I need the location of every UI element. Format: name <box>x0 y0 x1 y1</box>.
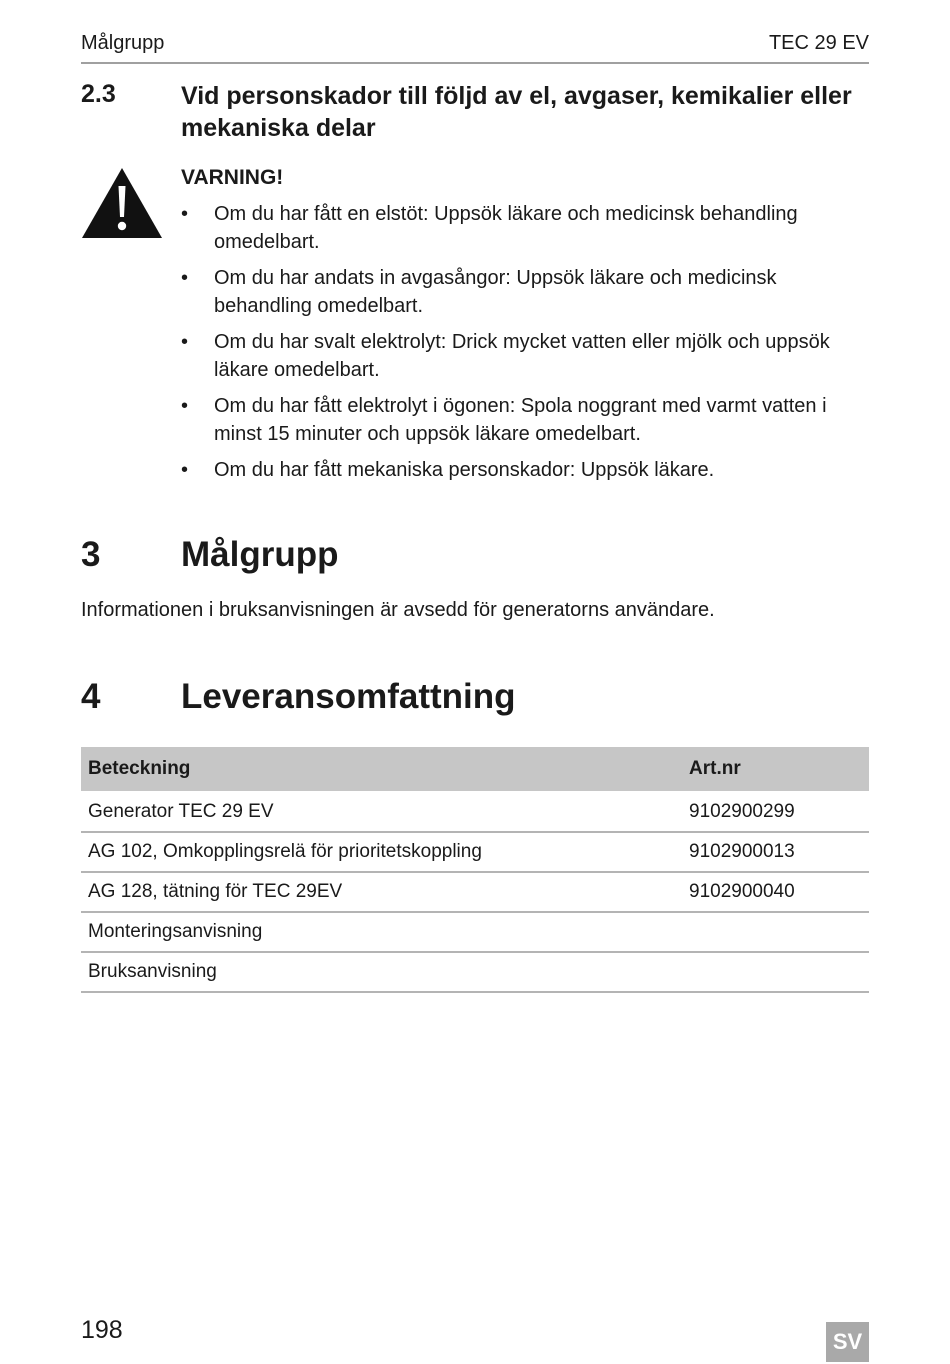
section-3-text: Informationen i bruksanvisningen är avsedd för generatorns användare. <box>81 599 715 621</box>
table-row <box>81 952 869 992</box>
cell-designation: Bruksanvisning <box>81 952 682 992</box>
table-row <box>81 872 869 912</box>
warning-block <box>181 164 869 492</box>
list-item-text: Om du har fått en elstöt: Uppsök läkare och medicinsk behandling omedelbart. <box>214 203 798 253</box>
language-badge: SV <box>826 1322 869 1362</box>
bullet: • <box>181 395 189 417</box>
bullet: • <box>181 267 189 289</box>
cell-designation: AG 128, tätning för TEC 29EV <box>81 872 682 912</box>
header-section-name: Målgrupp <box>81 32 165 54</box>
section-number: 2.3 <box>81 80 116 108</box>
warning-triangle-icon <box>81 166 163 240</box>
table-row <box>81 832 869 872</box>
list-item-text: Om du har andats in avgasångor: Uppsök läkare och medicinsk behandling omedelbart. <box>214 267 777 317</box>
cell-article-number: 9102900299 <box>682 792 869 832</box>
warning-label: VARNING! <box>181 166 284 189</box>
bullet: • <box>181 459 189 481</box>
cell-article-number <box>682 912 869 952</box>
section-number: 3 <box>81 535 101 574</box>
table-header-row <box>81 747 869 792</box>
list-item <box>181 456 869 484</box>
document-page <box>81 0 869 1364</box>
column-header-article-number: Art.nr <box>682 747 869 792</box>
list-item <box>181 328 869 384</box>
bullet: • <box>181 203 189 225</box>
bullet: • <box>181 331 189 353</box>
cell-designation: AG 102, Omkopplingsrelä för prioritetskoppling <box>81 832 682 872</box>
list-item <box>181 200 869 256</box>
cell-designation: Monteringsanvisning <box>81 912 682 952</box>
section-title: Vid personskador till följd av el, avgaser, kemikalier eller mekaniska delar <box>181 82 852 142</box>
cell-designation: Generator TEC 29 EV <box>81 792 682 832</box>
table-row <box>81 912 869 952</box>
cell-article-number: 9102900013 <box>682 832 869 872</box>
list-item <box>181 264 869 320</box>
cell-article-number <box>682 952 869 992</box>
column-header-designation: Beteckning <box>81 747 682 792</box>
page-number: 198 <box>81 1316 123 1344</box>
section-title: Leveransomfattning <box>181 677 516 716</box>
cell-article-number: 9102900040 <box>682 872 869 912</box>
list-item-text: Om du har fått mekaniska personskador: Uppsök läkare. <box>214 459 715 481</box>
header-model: TEC 29 EV <box>768 32 869 54</box>
running-header <box>81 32 869 64</box>
section-number: 4 <box>81 677 101 716</box>
section-title: Målgrupp <box>181 535 339 574</box>
list-item-text: Om du har fått elektrolyt i ögonen: Spola noggrant med varmt vatten i minst 15 minuter och uppsök läkare omedelbart. <box>214 395 827 445</box>
table-row <box>81 792 869 832</box>
list-item <box>181 392 869 448</box>
scope-of-delivery-table <box>81 747 869 993</box>
list-item-text: Om du har svalt elektrolyt: Drick mycket vatten eller mjölk och uppsök läkare omedelbart. <box>214 331 830 381</box>
warning-list <box>181 200 869 484</box>
